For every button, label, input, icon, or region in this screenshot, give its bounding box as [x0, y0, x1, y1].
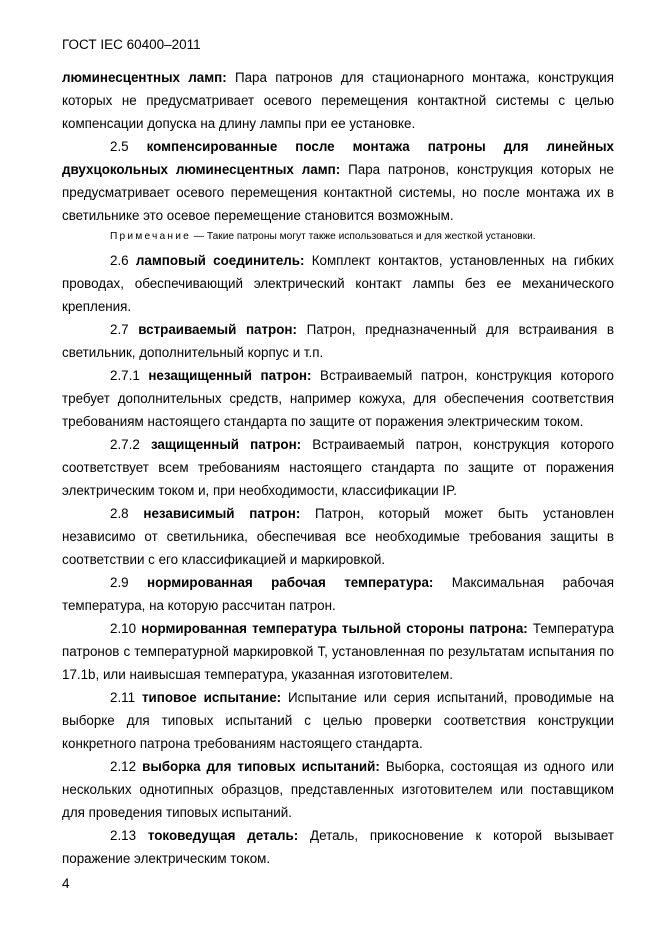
clause-number: 2.12: [110, 759, 143, 774]
paragraph-2-5: [62, 135, 614, 227]
definition: Пара патронов для стационарного монтажа, конструкция которых не предусматривает осевого перемещения контактной системы с целью компенсации допуска на длину лампы при ее установке.: [62, 70, 614, 131]
definition: Максимальная рабочая температура, на которую рассчитан патрон.: [62, 575, 615, 613]
term: независимый патрон:: [143, 506, 301, 521]
paragraph-2-7-1: [62, 364, 614, 433]
term: компенсированные после монтажа патроны для линейных двухцокольных люминесцентных ламп:: [62, 139, 614, 177]
definition: Пара патронов, конструкция которых не предусматривает осевого перемещения контактной системы, но после монтажа их в светильнике это осевое перемещение становится возможным.: [62, 162, 614, 223]
term: люминесцентных ламп:: [62, 70, 227, 85]
paragraph-2-6: [62, 249, 614, 318]
paragraph-2-9: [62, 571, 614, 617]
clause-number: 2.13: [110, 828, 148, 843]
definition: Испытание или серия испытаний, проводимые на выборке для типовых испытаний с целью проверки соответствия конструкции конкретного патрона требованиям настоящего стандарта.: [62, 690, 614, 751]
term: встраиваемый патрон:: [138, 322, 297, 337]
clause-number: 2.11: [110, 690, 142, 705]
term: типовое испытание:: [142, 690, 282, 705]
term: нормированная температура тыльной стороны патрона:: [141, 621, 528, 636]
term: незащищенный патрон:: [148, 368, 312, 383]
definition: Деталь, прикосновение к которой вызывает поражение электрическим током.: [62, 828, 614, 866]
term: ламповый соединитель:: [135, 253, 305, 268]
clause-number: 2.5: [110, 139, 147, 154]
document-body: [62, 66, 614, 870]
definition: Встраиваемый патрон, конструкция которого требует дополнительных средств, например кожуха, для обеспечения соответствия требованиям настоящего стандарта по защите от поражения электрическим током.: [62, 368, 614, 429]
paragraph-continuation: [62, 66, 614, 135]
definition: Патрон, предназначенный для встраивания в светильник, дополнительный корпус и т.п.: [62, 322, 615, 360]
note-text: — Такие патроны могут также использоваться и для жесткой установки.: [190, 231, 536, 242]
clause-number: 2.7.2: [110, 437, 151, 452]
definition: Комплект контактов, установленных на гибких проводах, обеспечивающий электрический контакт лампы без ее механического крепления.: [62, 253, 614, 314]
clause-number: 2.7.1: [110, 368, 149, 383]
clause-number: 2.9: [110, 575, 147, 590]
term: нормированная рабочая температура:: [147, 575, 434, 590]
definition: Патрон, который может быть установлен независимо от светильника, обеспечивая все необходимые требования защиты в соответствии с его классификацией и маркировкой.: [62, 506, 614, 567]
paragraph-2-10: [62, 617, 614, 686]
paragraph-2-7: [62, 318, 614, 364]
term: выборка для типовых испытаний:: [142, 759, 380, 774]
paragraph-2-12: [62, 755, 614, 824]
clause-number: 2.10: [110, 621, 142, 636]
note-label: Примечание: [110, 231, 191, 242]
definition: Выборка, состоящая из одного или нескольких однотипных образцов, представленных изготовителем или поставщиком для проведения типовых испытаний.: [62, 759, 614, 820]
paragraph-2-11: [62, 686, 614, 755]
note: [62, 229, 614, 245]
paragraph-2-8: [62, 502, 614, 571]
paragraph-2-7-2: [62, 433, 614, 502]
term: защищенный патрон:: [150, 437, 302, 452]
paragraph-2-13: [62, 824, 614, 870]
definition: Температура патронов с температурной маркировкой T, установленная по результатам испытания по 17.1b, или наивысшая температура, указанная изготовителем.: [62, 621, 614, 682]
document-header: ГОСТ IEC 60400–2011: [62, 37, 201, 52]
term: токоведущая деталь:: [147, 828, 299, 843]
definition: Встраиваемый патрон, конструкция которого соответствует всем требованиям настоящего стандарта по защите от поражения электрическим током и, при необходимости, классификации IP.: [62, 437, 614, 498]
clause-number: 2.7: [110, 322, 139, 337]
page-number: 4: [62, 876, 70, 891]
clause-number: 2.6: [110, 253, 136, 268]
clause-number: 2.8: [110, 506, 144, 521]
